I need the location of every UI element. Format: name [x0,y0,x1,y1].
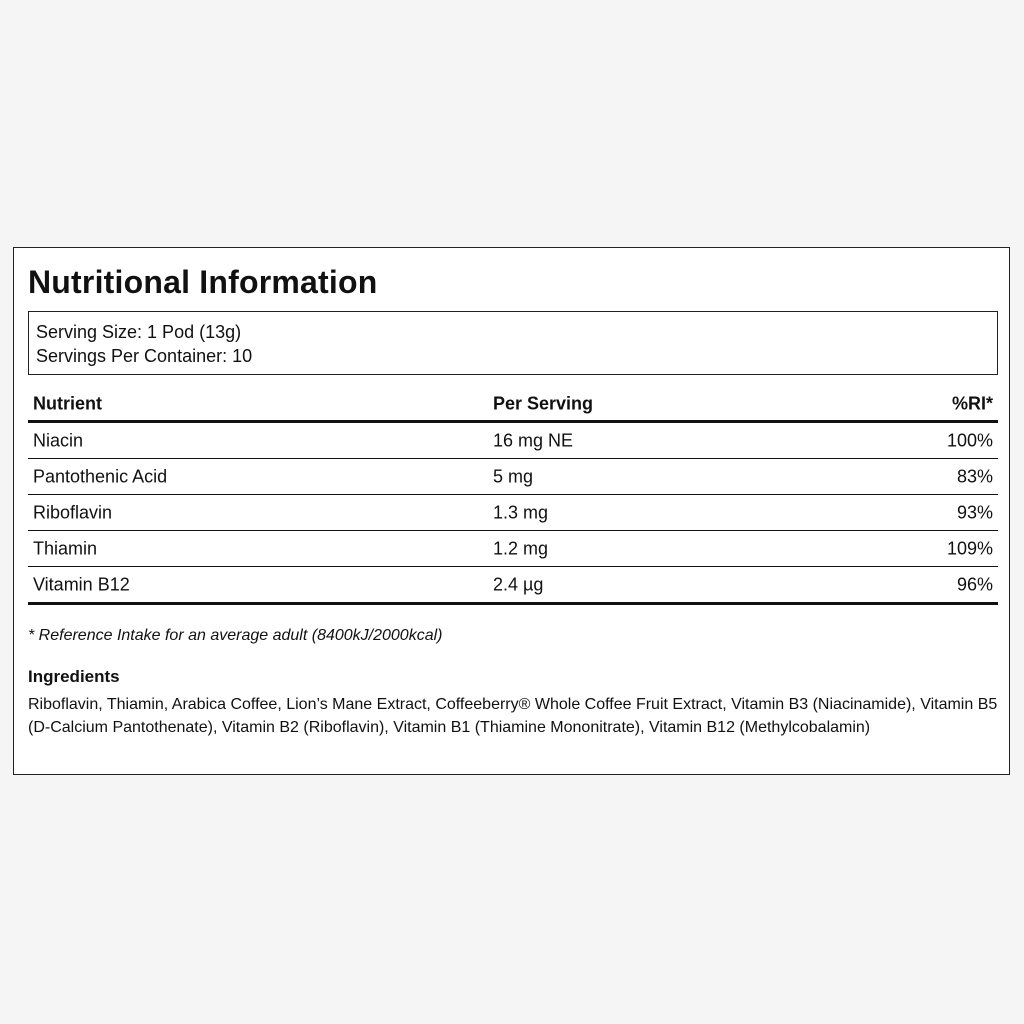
reference-intake-footnote: * Reference Intake for an average adult (8400kJ/2000kcal) [28,627,443,644]
nutrition-panel [13,247,1010,775]
serving-info-box [28,311,998,375]
ri-value: 109% [946,538,993,558]
header-nutrient: Nutrient [33,393,102,414]
nutrient-name: Thiamin [33,538,98,558]
serving-size: Serving Size: 1 Pod (13g) [36,322,242,342]
nutrient-table [28,388,998,605]
per-serving-value: 2.4 µg [493,574,544,594]
table-row [28,495,998,531]
nutrient-name: Niacin [33,430,84,450]
table-row [28,531,998,567]
nutrient-name: Pantothenic Acid [33,466,168,486]
header-ri: %RI* [951,393,993,414]
panel-title: Nutritional Information [28,264,378,300]
header-per-serving: Per Serving [493,393,594,414]
ri-value: 93% [956,502,993,522]
nutrient-name: Vitamin B12 [33,574,130,594]
table-row [28,423,998,459]
ri-value: 96% [956,574,993,594]
nutrient-name: Riboflavin [33,502,113,522]
table-header-row [28,388,998,423]
ri-value: 100% [946,430,993,450]
table-row [28,567,998,605]
per-serving-value: 1.2 mg [493,538,549,558]
table-row [28,459,998,495]
per-serving-value: 16 mg NE [493,430,574,450]
ingredients-heading: Ingredients [28,667,120,686]
per-serving-value: 1.3 mg [493,502,549,522]
servings-per-container: Servings Per Container: 10 [36,346,253,366]
ingredients-list: Riboflavin, Thiamin, Arabica Coffee, Lion’s Mane Extract, Coffeeberry® Whole Coffee Fruit Extract, Vitamin B3 (Niacinamide), Vitamin B5 (D-Calcium Pantothenate), Vitamin B2 (Riboflavin), Vitamin B1 (Thiamine Mononitrate), Vitamin B12 (Methylcobalamin) [28,696,998,736]
per-serving-value: 5 mg [493,466,534,486]
ri-value: 83% [956,466,993,486]
